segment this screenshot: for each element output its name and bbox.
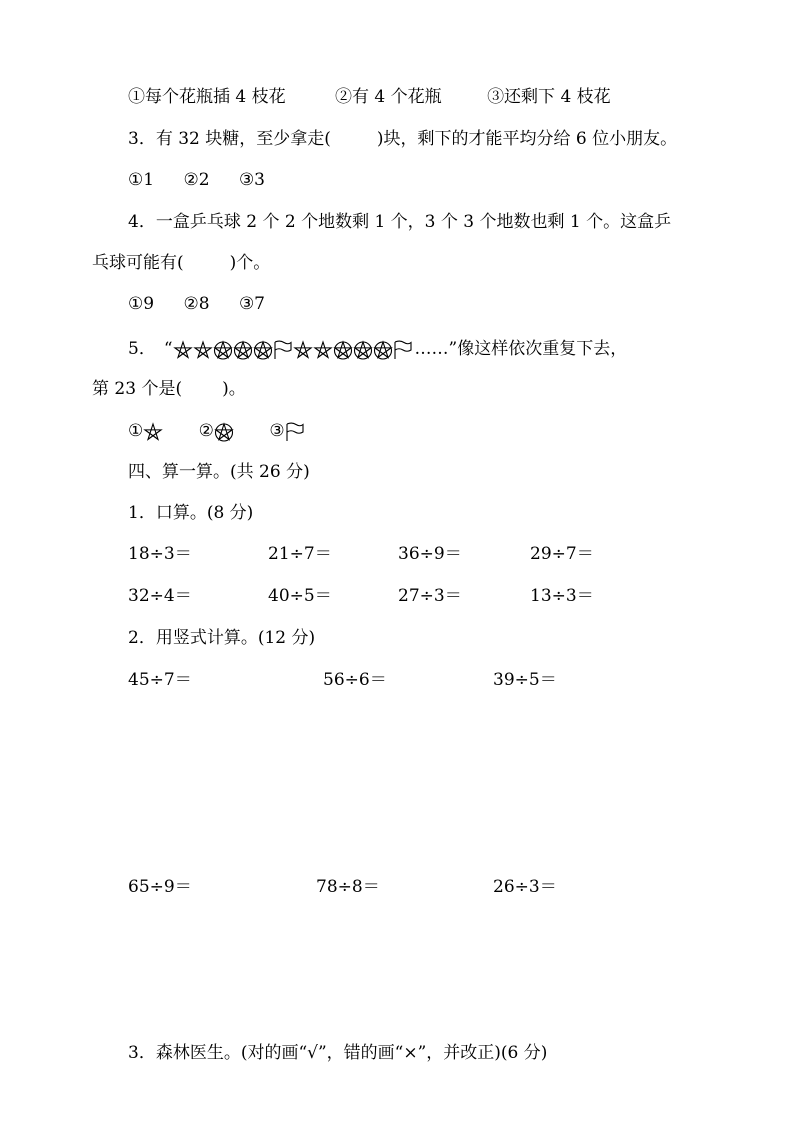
pentagram-icon: [373, 340, 393, 360]
oral-problem: 40÷5＝: [268, 586, 332, 606]
vertical-calc-problem: 39÷5＝: [493, 670, 557, 690]
part-3-title: [128, 1041, 547, 1065]
vertical-calc-problem: 65÷9＝: [128, 877, 192, 897]
q4-question-line2: [92, 251, 270, 275]
q5-text-tail: 像这样依次重复下去，: [457, 339, 628, 359]
q4-option-1: ①9: [128, 294, 155, 314]
section-4-heading: [128, 460, 310, 484]
pentagram-icon: [333, 340, 353, 360]
q5-option-1: [128, 419, 163, 443]
part-2-title-text: 2．用竖式计算。(12 分): [128, 628, 316, 648]
q5-options: [128, 419, 305, 443]
q2-options: [128, 85, 611, 109]
q4-options: [128, 292, 265, 316]
pentagram-icon: [353, 340, 373, 360]
part-1-title: [128, 501, 253, 525]
q3-options: [128, 168, 265, 192]
q5-option-1-label: ①: [128, 421, 144, 441]
vertical-calc-problem: 78÷8＝: [316, 877, 380, 897]
section-4-heading-text: 四、算一算。(共 26 分): [128, 462, 310, 482]
q5-question-line2: [92, 377, 246, 401]
q5-open-quote: “: [163, 339, 173, 359]
pentagram-icon: [213, 340, 233, 360]
q2-option-3: ③还剩下 4 枝花: [487, 87, 611, 107]
flag-icon: [393, 340, 413, 360]
star-icon: [173, 340, 193, 360]
oral-problem: 32÷4＝: [128, 586, 192, 606]
vertical-calc-problem: 56÷6＝: [323, 670, 387, 690]
pentagram-icon: [214, 422, 234, 442]
q5-question-line1: [128, 337, 627, 361]
oral-problem: 27÷3＝: [398, 586, 462, 606]
q3-option-3: ③3: [238, 170, 265, 190]
q5-option-2: [199, 419, 234, 443]
part-1-title-text: 1．口算。(8 分): [128, 503, 254, 523]
q2-option-2: ②有 4 个花瓶: [335, 87, 442, 107]
q3-question: [128, 127, 677, 151]
q5-text-line2-post: )。: [222, 379, 246, 399]
q5-ellipsis: ……”: [414, 339, 458, 359]
oral-problem: 21÷7＝: [268, 544, 332, 564]
q4-text-line1: 4．一盒乒乓球 2 个 2 个地数剩 1 个，3 个 3 个地数也剩 1 个。这盒乒: [128, 212, 672, 232]
q3-text-post: )块，剩下的才能平均分给 6 位小朋友。: [376, 129, 678, 149]
q4-option-2: ②8: [183, 294, 210, 314]
q2-option-1: ①每个花瓶插 4 枝花: [128, 87, 286, 107]
part-2-title: [128, 626, 315, 650]
oral-problem: 13÷3＝: [530, 586, 594, 606]
flag-icon: [285, 422, 305, 442]
q3-text-pre: 3．有 32 块糖，至少拿走(: [128, 129, 331, 149]
q4-question-line1: [128, 210, 671, 234]
star-icon: [143, 422, 163, 442]
vertical-calc-problem: 45÷7＝: [128, 670, 192, 690]
q5-option-2-label: ②: [198, 421, 214, 441]
q5-number: 5．: [128, 339, 156, 359]
oral-problem: 29÷7＝: [530, 544, 594, 564]
q5-option-3-label: ③: [269, 421, 285, 441]
q3-option-1: ①1: [128, 170, 155, 190]
part-3-title-text: 3．森林医生。(对的画“√”，错的画“×”，并改正)(6 分): [128, 1043, 548, 1063]
q5-text-line2-pre: 第 23 个是(: [92, 379, 183, 399]
q5-pattern-sequence: [173, 339, 413, 359]
q4-option-3: ③7: [238, 294, 265, 314]
star-icon: [313, 340, 333, 360]
star-icon: [293, 340, 313, 360]
q3-option-2: ②2: [183, 170, 210, 190]
oral-problem: 36÷9＝: [398, 544, 462, 564]
oral-problem: 18÷3＝: [128, 544, 192, 564]
q4-text-line2-pre: 乓球可能有(: [92, 253, 184, 273]
flag-icon: [273, 340, 293, 360]
q4-text-line2-post: )个。: [229, 253, 271, 273]
star-icon: [193, 340, 213, 360]
vertical-calc-problem: 26÷3＝: [493, 877, 557, 897]
pentagram-icon: [253, 340, 273, 360]
pentagram-icon: [233, 340, 253, 360]
q5-option-3: [269, 419, 304, 443]
